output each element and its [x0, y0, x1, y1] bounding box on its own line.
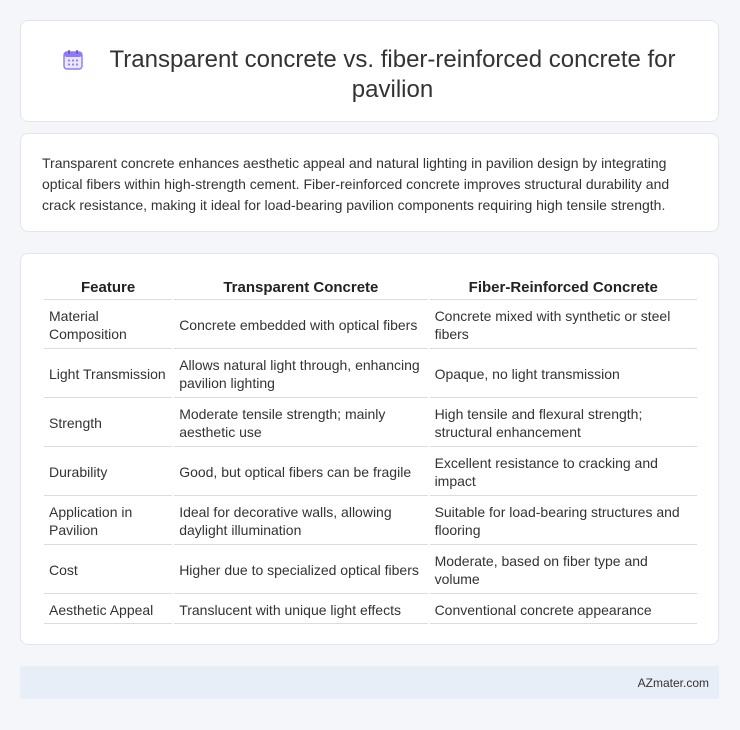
- fiber-cell: Opaque, no light transmission: [430, 351, 697, 398]
- transparent-cell: Higher due to specialized optical fibers: [174, 547, 427, 594]
- summary-text: Transparent concrete enhances aesthetic appeal and natural lighting in pavilion design by integrating optical fibers within high-strength cement. Fiber-reinforced concrete improves structural durability and crack resistance, making it ideal for load-bearing pavilion components requiring high tensile strength.: [42, 155, 670, 213]
- comparison-table: [42, 276, 699, 626]
- header-fiber-reinforced-concrete: Fiber-Reinforced Concrete: [430, 278, 697, 300]
- feature-cell: Aesthetic Appeal: [44, 596, 172, 624]
- calendar-icon: [61, 48, 85, 72]
- transparent-cell: Moderate tensile strength; mainly aesthetic use: [174, 400, 427, 447]
- fiber-cell: Moderate, based on fiber type and volume: [430, 547, 697, 594]
- page-title: Transparent concrete vs. fiber-reinforced concrete for pavilion: [109, 46, 676, 103]
- table-row: [44, 596, 697, 624]
- table-row: [44, 351, 697, 398]
- table-row: [44, 400, 697, 447]
- transparent-cell: Translucent with unique light effects: [174, 596, 427, 624]
- title-card: [20, 20, 719, 122]
- transparent-cell: Concrete embedded with optical fibers: [174, 302, 427, 349]
- fiber-cell: Concrete mixed with synthetic or steel fibers: [430, 302, 697, 349]
- fiber-cell: Conventional concrete appearance: [430, 596, 697, 624]
- feature-cell: Light Transmission: [44, 351, 172, 398]
- transparent-cell: Ideal for decorative walls, allowing daylight illumination: [174, 498, 427, 545]
- table-row: [44, 498, 697, 545]
- table-row: [44, 449, 697, 496]
- feature-cell: Cost: [44, 547, 172, 594]
- header-transparent-concrete: Transparent Concrete: [174, 278, 427, 300]
- header-feature: Feature: [44, 278, 172, 300]
- feature-cell: Application in Pavilion: [44, 498, 172, 545]
- table-header-row: [44, 278, 697, 300]
- fiber-cell: High tensile and flexural strength; structural enhancement: [430, 400, 697, 447]
- transparent-cell: Good, but optical fibers can be fragile: [174, 449, 427, 496]
- feature-cell: Material Composition: [44, 302, 172, 349]
- fiber-cell: Excellent resistance to cracking and impact: [430, 449, 697, 496]
- feature-cell: Strength: [44, 400, 172, 447]
- table-row: [44, 547, 697, 594]
- title-wrap: [21, 21, 718, 105]
- footer-brand-link[interactable]: AZmater.com: [637, 676, 709, 690]
- summary-card: [20, 133, 719, 232]
- footer-bar: [20, 666, 719, 699]
- transparent-cell: Allows natural light through, enhancing pavilion lighting: [174, 351, 427, 398]
- fiber-cell: Suitable for load-bearing structures and flooring: [430, 498, 697, 545]
- feature-cell: Durability: [44, 449, 172, 496]
- comparison-table-card: [20, 253, 719, 645]
- table-row: [44, 302, 697, 349]
